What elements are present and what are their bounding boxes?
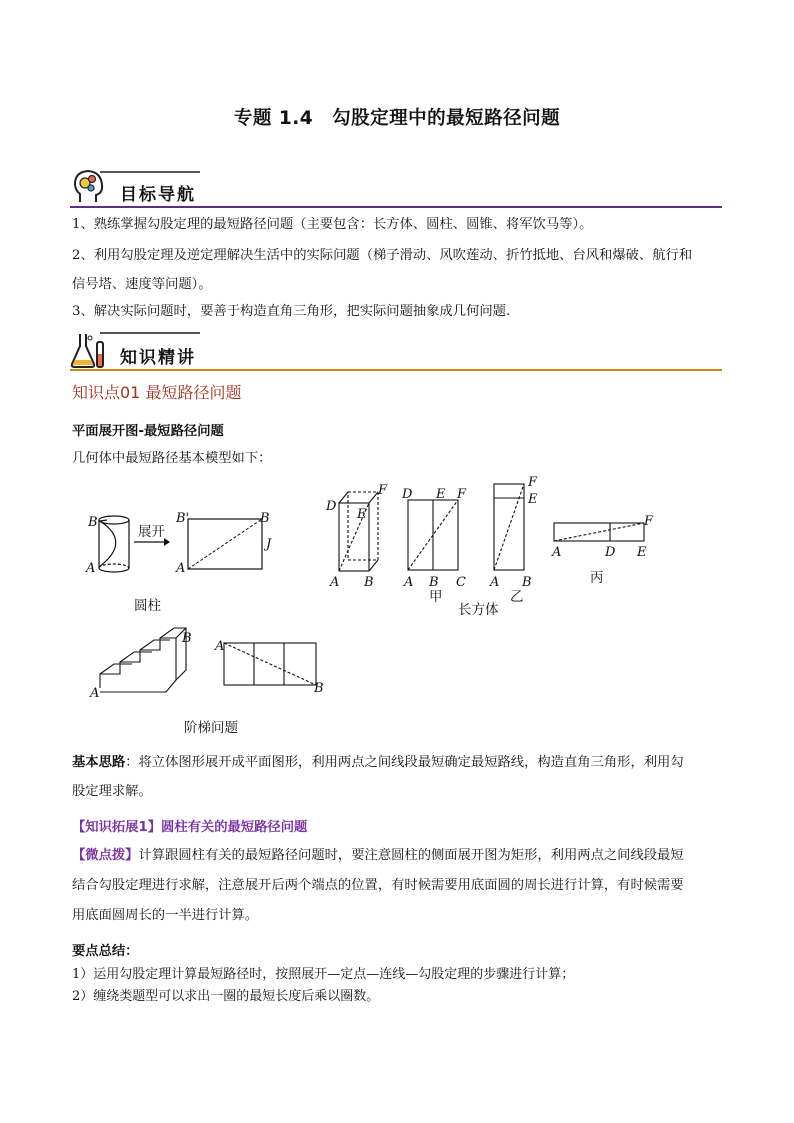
stairs-net-figure [224,643,316,685]
section-knowledge-rule [70,369,722,371]
goal-line-2: 2、利用勾股定理及逆定理解决生活中的实际问题（梯子滑动、风吹莲动、折竹抵地、台风和爆破、航行和 [72,248,693,263]
sublabel-jia: 甲 [429,589,443,605]
goal-line-1: 1、熟练掌握勾股定理的最短路径问题（主要包含：长方体、圆柱、圆锥、将军饮马等）。 [72,217,593,232]
summary-item-2: 2）缠绕类题型可以求出一圈的最短长度后乘以圈数。 [72,989,380,1004]
tip-line-2: 结合勾股定理进行求解，注意展开后两个端点的位置，有时候需要用底面圆的周长进行计算，有时候需要 [72,878,684,893]
tip-text: 计算跟圆柱有关的最短路径问题时，要注意圆柱的侧面展开图为矩形，利用两点之间线段最短 [138,848,684,863]
goal-line-4: 3、解决实际问题时，要善于构造直角三角形，把实际问题抽象成几何问题. [72,304,511,319]
bing-label-d: D [605,545,616,560]
lab-flask-icon [68,330,108,370]
section-goal-rule [70,206,722,208]
cuboid-label-e: E [357,507,367,522]
stairs-label-a: A [90,686,100,701]
cuboid-label-d: D [326,499,337,514]
stairs-figure [100,628,186,692]
subheading: 平面展开图-最短路径问题 [72,424,224,439]
yi-label-e: E [528,492,538,507]
section-knowledge-title: 知识精讲 [120,348,196,368]
cyl-label-b2: B [260,511,270,526]
stairs-caption: 阶梯问题 [184,720,238,736]
extension-title: 【知识拓展1】圆柱有关的最短路径问题 [72,820,308,835]
jia-label-b: B [429,575,439,590]
stairs-net-label-b: B [314,681,324,696]
cuboid-label-b: B [364,575,374,590]
section-knowledge-overline [100,332,200,334]
tip-line-3: 用底面圆周长的一半进行计算。 [72,908,259,923]
bing-label-a: A [552,545,562,560]
cuboid-net-bing [554,523,644,541]
cuboid-caption: 长方体 [458,602,499,618]
intro-text: 几何体中最短路径基本模型如下： [72,451,272,466]
yi-label-b: B [522,575,532,590]
sublabel-bing: 丙 [590,570,604,586]
cyl-arrow-text: 展开 [138,524,165,540]
cuboid-label-f: F [378,483,388,498]
section-goal-title: 目标导航 [120,185,196,205]
basic-idea-line-2: 股定理求解。 [72,784,152,799]
bing-label-f: F [644,514,654,529]
cuboid-net-jia [408,500,458,570]
jia-label-c: C [456,575,466,590]
page-title: 专题 1.4 勾股定理中的最短路径问题 [233,108,561,129]
jia-label-a: A [404,575,414,590]
tip-line-1 [72,841,724,871]
jia-label-e: E [436,487,446,502]
head-gears-icon [68,166,108,206]
summary-label: 要点总结： [72,944,139,959]
cyl-label-a2: A [176,561,186,576]
basic-idea-label: 基本思路 [72,755,126,770]
cyl-label-j: J [266,537,272,552]
cyl-label-a: A [86,561,96,576]
cuboid-3d-figure [339,492,378,571]
goal-line-3: 信号塔、速度等问题）。 [72,277,212,292]
basic-idea-line-1 [72,748,724,778]
section-goal-overline [100,171,200,173]
cylinder-caption: 圆柱 [134,598,161,614]
cyl-label-b: B [88,515,98,530]
stairs-net-label-a: A [215,639,225,654]
bing-label-e: E [637,545,647,560]
cuboid-label-a: A [330,575,340,590]
yi-label-a: A [490,575,500,590]
cylinder-figure [99,516,129,572]
knowledge-point-title: 知识点01 最短路径问题 [72,383,242,402]
cuboid-net-yi [494,484,524,570]
shortest-path-models-figure [70,470,690,740]
tip-label: 【微点拨】 [72,848,139,863]
jia-label-d: D [402,487,413,502]
cyl-label-bprime: B' [176,511,190,526]
yi-label-f: F [528,475,538,490]
sublabel-yi: 乙 [510,589,524,605]
jia-label-f: F [457,487,467,502]
stairs-label-b: B [182,631,192,646]
basic-idea-text: ：将立体图形展开成平面图形，利用两点之间线段最短确定最短路线，构造直角三角形，利用勾 [125,755,684,770]
summary-item-1: 1）运用勾股定理计算最短路径时，按照展开—定点—连线—勾股定理的步骤进行计算； [72,967,575,982]
